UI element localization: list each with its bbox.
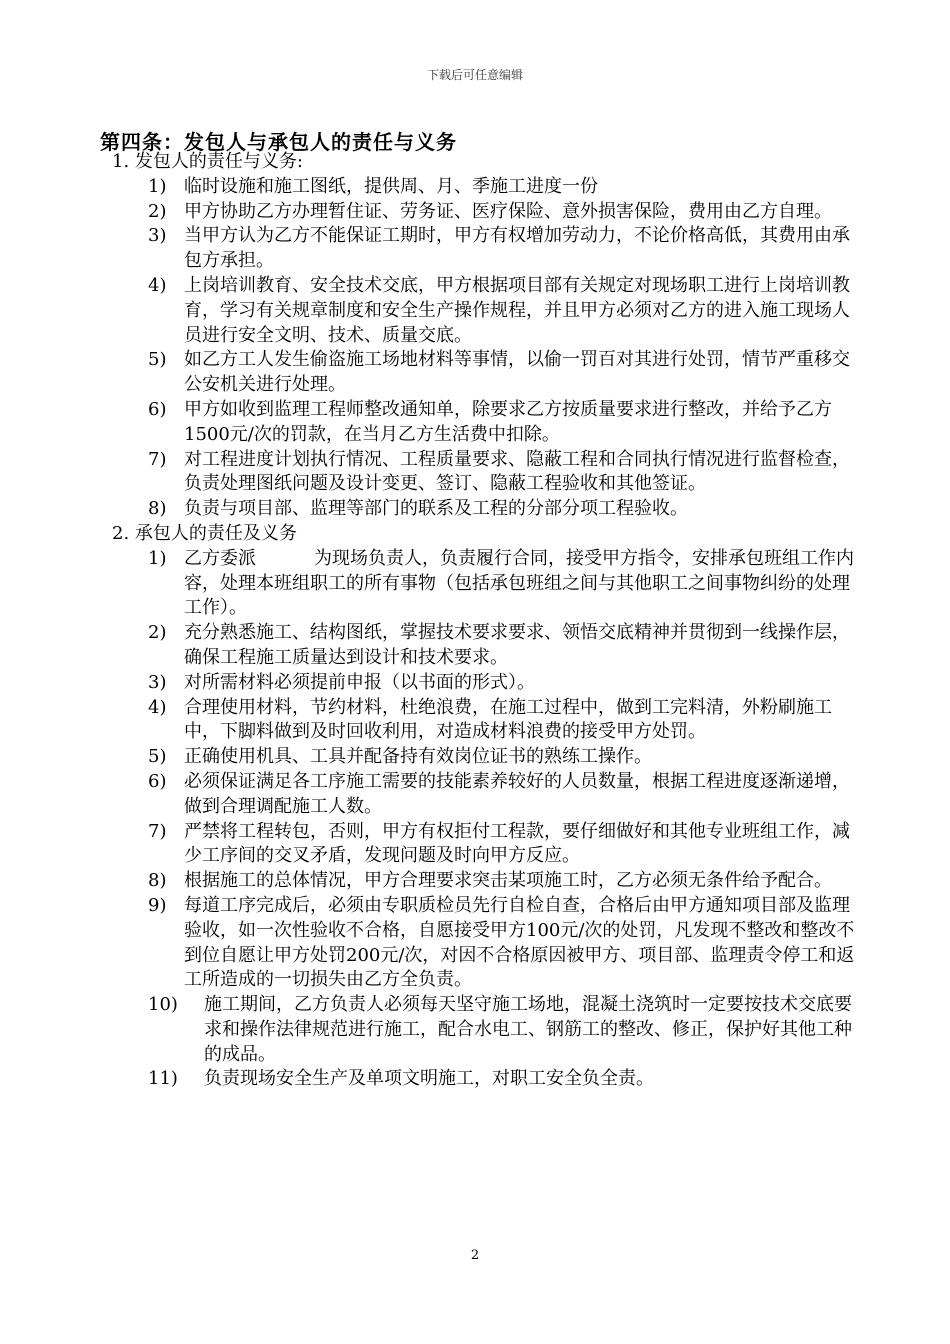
item-number: 11) bbox=[148, 1068, 178, 1090]
item-text: 上岗培训教育、安全技术交底，甲方根据项目部有关规定对现场职工进行上岗培训教育，学习有关规章制度和安全生产操作规程，并且甲方必须对乙方的进入施工现场人员进行安全文明、技术、质量交底。 bbox=[184, 274, 850, 346]
section-title: 承包人的责任及义务 bbox=[134, 522, 297, 544]
item-text bbox=[184, 547, 862, 621]
list-item bbox=[148, 621, 862, 671]
item-text: 正确使用机具、工具并配备持有效岗位证书的熟练工操作。 bbox=[184, 746, 652, 768]
list-item bbox=[148, 175, 862, 200]
item-number: 6) bbox=[148, 398, 167, 420]
item-number: 2) bbox=[148, 622, 167, 644]
item-text-after-blank: 为现场负责人，负责履行合同，接受甲方指令，安排承包班组工作内容，处理本班组职工的所有事物（包括承包班组之间与其他职工之间事物纠纷的处理工作）。 bbox=[184, 547, 854, 619]
item-text: 严禁将工程转包，否则，甲方有权拒付工程款，要仔细做好和其他专业班组工作，减少工序间的交叉矛盾，发现问题及时向甲方反应。 bbox=[184, 820, 850, 867]
item-number: 8) bbox=[148, 498, 167, 520]
item-text: 必须保证满足各工序施工需要的技能素养较好的人员数量，根据工程进度逐渐递增，做到合理调配施工人数。 bbox=[184, 770, 850, 817]
item-number: 6) bbox=[148, 770, 167, 792]
list-item bbox=[148, 200, 862, 225]
item-number: 3) bbox=[148, 225, 167, 247]
section-title: 发包人的责任与义务: bbox=[134, 151, 303, 172]
item-text: 负责现场安全生产及单项文明施工，对职工安全负全责。 bbox=[204, 1068, 654, 1090]
item-text: 每道工序完成后，必须由专职质检员先行自检自查，合格后由甲方通知项目部及监理验收，如一次性验收不合格，自愿接受甲方100元/次的处罚，凡发现不整改和整改不到位自愿让甲方处罚200元/次，对因不合格原因被甲方、项目部、监理责令停工和返工所造成的一切损失由乙方全负责。 bbox=[184, 894, 855, 991]
section-number: 2. bbox=[112, 522, 130, 544]
item-text: 对所需材料必须提前申报（以书面的形式）。 bbox=[184, 671, 535, 693]
item-text: 临时设施和施工图纸，提供周、月、季施工进度一份 bbox=[184, 175, 598, 197]
item-text: 充分熟悉施工、结构图纸，掌握技术要求要求、领悟交底精神并贯彻到一线操作层，确保工程施工质量达到设计和技术要求。 bbox=[184, 622, 850, 668]
item-number: 3) bbox=[148, 671, 167, 693]
item-text: 对工程进度计划执行情况、工程质量要求、隐蔽工程和合同执行情况进行监督检查，负责处理图纸问题及设计变更、签订、隐蔽工程验收和其他签证。 bbox=[184, 448, 850, 495]
list-item bbox=[148, 696, 862, 746]
list-item bbox=[148, 745, 862, 770]
item-number: 7) bbox=[148, 448, 167, 470]
item-text: 负责与项目部、监理等部门的联系及工程的分部分项工程验收。 bbox=[184, 498, 688, 520]
item-text: 如乙方工人发生偷盗施工场地材料等事情，以偷一罚百对其进行处罚，情节严重移交公安机关进行处理。 bbox=[184, 349, 850, 396]
list-item bbox=[148, 274, 862, 348]
section-number: 1. bbox=[112, 151, 130, 172]
item-text: 甲方如收到监理工程师整改通知单，除要求乙方按质量要求进行整改，并给予乙方1500元/次的罚款，在当月乙方生活费中扣除。 bbox=[184, 398, 832, 445]
item-number: 9) bbox=[148, 894, 167, 916]
item-number: 4) bbox=[148, 274, 167, 296]
article-title: 第四条：发包人与承包人的责任与义务 bbox=[100, 130, 457, 154]
item-number: 1) bbox=[148, 547, 167, 569]
item-number: 10) bbox=[148, 994, 178, 1016]
list-item bbox=[148, 547, 862, 621]
item-text-before-blank: 乙方委派 bbox=[184, 547, 256, 569]
item-number: 5) bbox=[148, 349, 167, 371]
list-item bbox=[148, 348, 862, 398]
item-number: 1) bbox=[148, 175, 167, 197]
item-number: 7) bbox=[148, 820, 167, 842]
page-number: 2 bbox=[470, 1248, 480, 1263]
section-heading-1 bbox=[112, 150, 950, 175]
item-text: 合理使用材料，节约材料，杜绝浪费，在施工过程中，做到工完料清，外粉刷施工中，下脚料做到及时回收利用，对造成材料浪费的接受甲方处罚。 bbox=[184, 696, 832, 743]
list-item bbox=[148, 894, 862, 993]
list-item bbox=[148, 820, 862, 870]
list-item bbox=[148, 993, 862, 1067]
item-number: 2) bbox=[148, 200, 167, 222]
item-number: 4) bbox=[148, 696, 167, 718]
list-item bbox=[148, 497, 862, 522]
section-heading-2 bbox=[112, 522, 950, 547]
page-header: 下载后可任意编辑 bbox=[426, 68, 523, 82]
item-text: 根据施工的总体情况，甲方合理要求突击某项施工时，乙方必须无条件给予配合。 bbox=[184, 870, 832, 892]
list-item bbox=[148, 224, 862, 274]
list-item bbox=[148, 770, 862, 820]
list-item bbox=[148, 671, 862, 696]
list-item bbox=[148, 398, 862, 448]
item-number: 5) bbox=[148, 746, 167, 768]
list-item bbox=[148, 869, 862, 894]
list-item bbox=[148, 448, 862, 498]
item-text: 甲方协助乙方办理暂住证、劳务证、医疗保险、意外损害保险，费用由乙方自理。 bbox=[184, 200, 832, 222]
document-body bbox=[0, 150, 950, 1092]
item-text: 当甲方认为乙方不能保证工期时，甲方有权增加劳动力，不论价格高低，其费用由承包方承担。 bbox=[184, 225, 850, 272]
list-item bbox=[148, 1067, 862, 1092]
item-text: 施工期间，乙方负责人必须每天坚守施工场地，混凝土浇筑时一定要按技术交底要求和操作法律规范进行施工，配合水电工、钢筋工的整改、修正，保护好其他工种的成品。 bbox=[204, 994, 852, 1065]
item-number: 8) bbox=[148, 870, 167, 892]
